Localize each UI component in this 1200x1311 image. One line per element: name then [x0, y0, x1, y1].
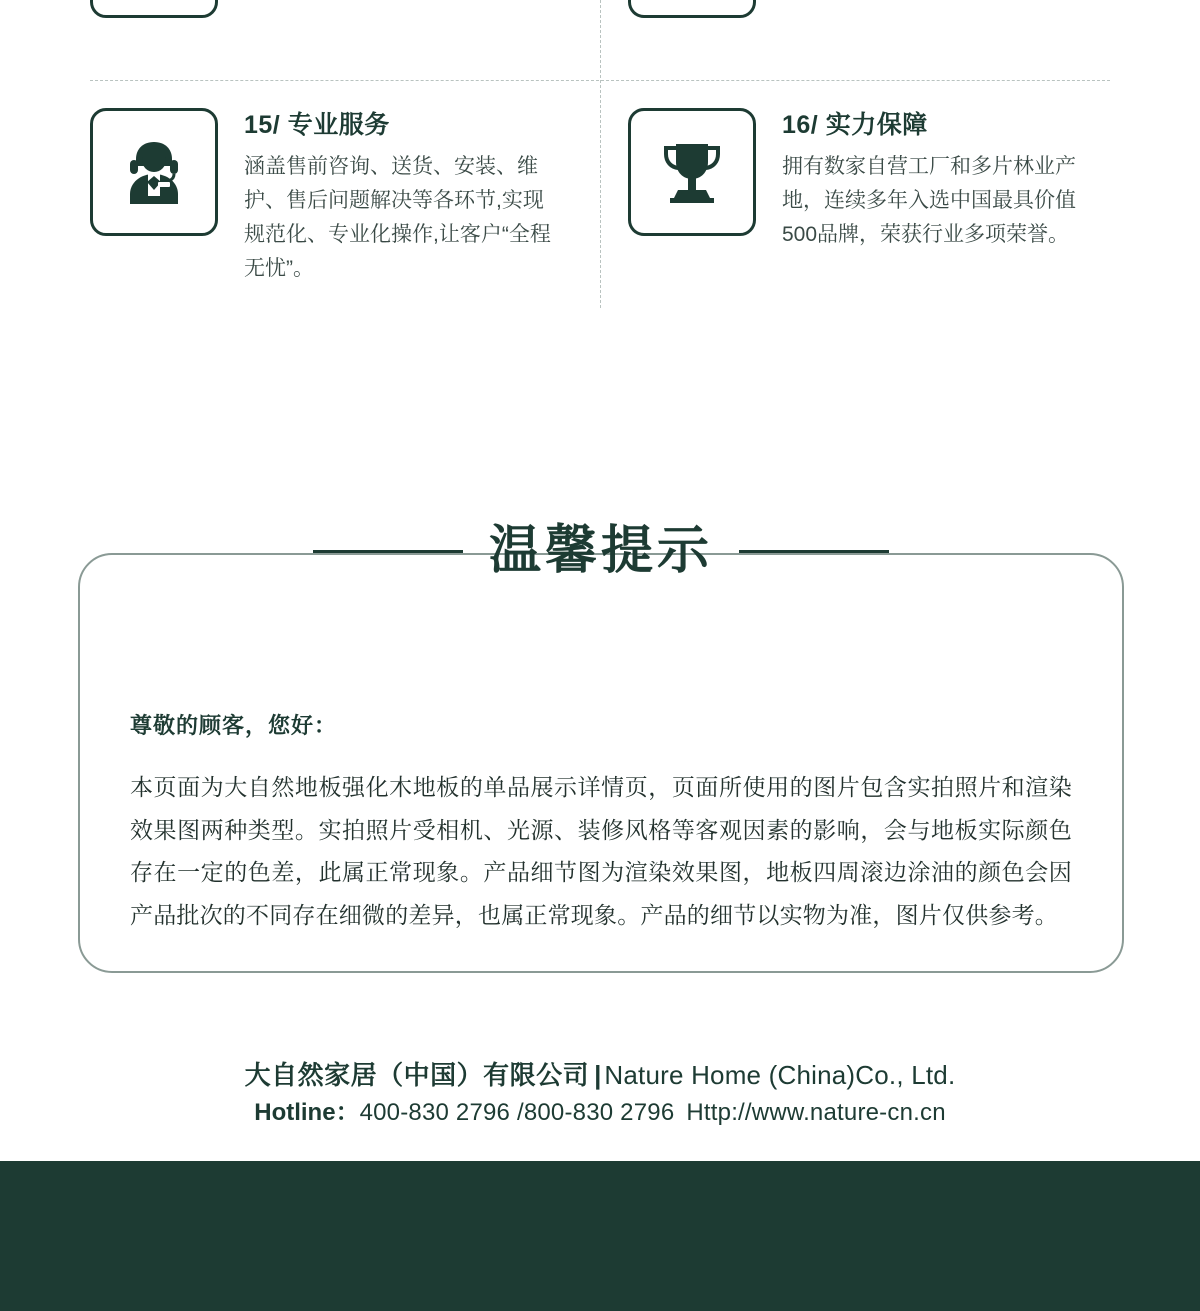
notice-section [78, 505, 1124, 936]
feature-description: 涵盖售前咨询、送货、安装、维护、售后问题解决等各环节,实现规范化、专业化操作,让客户“全程无忧”。 [244, 155, 551, 281]
heading-rule-left [313, 550, 463, 553]
grid-divider-vertical [600, 0, 601, 308]
hotline-label: Hotline： [254, 1099, 360, 1127]
bottom-bar [0, 1161, 1200, 1311]
feature-title: 15/ 专业服务 [244, 111, 390, 139]
inspection-icon [90, 0, 218, 18]
notice-greeting: 尊敬的顾客，您好： [130, 713, 338, 738]
feature-grid [90, 0, 1110, 320]
hotline-numbers: 400-830 2796 /800-830 2796 [359, 1099, 675, 1127]
company-name-separator: | [594, 1060, 602, 1090]
company-footer [0, 1058, 1200, 1131]
feature-text [782, 108, 1102, 252]
microscope-icon [628, 0, 756, 18]
notice-body: 本页面为大自然地板强化木地板的单品展示详情页，页面所使用的图片包含实拍照片和渲染效果图两种类型。实拍照片受相机、光源、装修风格等客观因素的影响，会与地板实际颜色存在一定的色差，此属正常现象。产品细节图为渲染效果图，地板四周滚边涂油的颜色会因产品批次的不同存在细微的差异，也属正常现象。产品的细节以实物为准，图片仅供参考。 [130, 774, 1072, 928]
feature-description: 拥有数家自营工厂和多片林业产地，连续多年入选中国最具价值500品牌，荣获行业多项荣誉。 [782, 155, 1076, 247]
feature-strength-guarantee [628, 108, 1108, 252]
company-name-line [0, 1058, 1200, 1093]
feature-title: 16/ 实力保障 [782, 111, 928, 139]
company-name-en: Nature Home (China)Co., Ltd. [604, 1060, 956, 1090]
company-name-cn: 大自然家居（中国）有限公司 [244, 1060, 590, 1090]
notice-heading: 温馨提示 [488, 522, 713, 580]
feature-precision-testing [628, 0, 1108, 18]
notice-heading-row [78, 505, 1124, 597]
website-link[interactable]: Http://www.nature-cn.cn [686, 1099, 946, 1127]
trophy-icon [628, 108, 756, 236]
notice-content [78, 597, 1124, 936]
feature-quality-inspection [90, 0, 570, 18]
heading-rule-right [739, 550, 889, 553]
contact-line [0, 1095, 1200, 1131]
feature-text [244, 108, 564, 286]
customer-service-icon [90, 108, 218, 236]
feature-professional-service [90, 108, 570, 286]
